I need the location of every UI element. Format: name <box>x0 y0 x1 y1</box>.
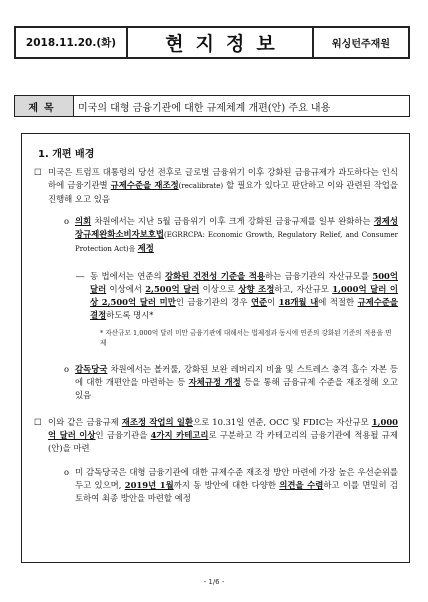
report-title: 현지정보 <box>165 33 287 55</box>
report-date: 2018.11.20.(화) <box>16 28 128 57</box>
circle-bullet-icon: o <box>64 467 70 477</box>
checkbox-bullet-icon: ☐ <box>34 167 42 177</box>
section-heading: 1. 개편 배경 <box>38 149 95 160</box>
paragraph-recalibration: 이와 같은 금융규제 재조정 작업의 일환으로 10.31일 연준, OCC 및 FDIC는 자산규모 1,000억 달러 이상인 금융기관을 4가지 카테고리로 구분하고 각 카테고리의 금융기관에 적용될 규제(안)을 마련 <box>48 417 398 453</box>
paragraph-timeline: 미 감독당국은 대형 금융기관에 대한 규제수준 재조정 방안 마련에 가장 높은 우선순위를 두고 있으며, 2019년 1월까지 동 방안에 대한 다양한 의견을 수렴하고 이를 면밀히 검토하여 최종 방안을 마련할 예정 <box>75 467 399 503</box>
footnote: * 자산규모 1,000억 달러 미만 금융기관에 대해서는 법제정과 동시에 연준의 강화된 기준의 적용을 면제 <box>100 329 392 347</box>
subject-bar <box>14 95 410 117</box>
paragraph-congress: 의회 차원에서는 지난 5월 금융위기 이후 크게 강화된 금융규제를 일부 완화하는 경제성장규제완화소비자보호법(EGRRCPA: Economic Growth, Regulatory Relief, and Consumer Protection Act)을 제정 <box>75 216 398 253</box>
paragraph-regulators: 감독당국 차원에서는 볼커룰, 강화된 보완 레버리지 비율 및 스트레스 충격 흡수 자본 등에 대한 개편안을 마련하는 등 자체규정 개정 등을 통해 금융규제 수준을 재조정해 오고 있음 <box>75 364 398 400</box>
subject-label: 제목 <box>15 96 74 116</box>
circle-bullet-icon: o <box>64 364 70 374</box>
dash-bullet-icon: ― <box>76 271 85 281</box>
page-number: - 1/6 - <box>203 578 225 586</box>
header-bar <box>14 26 410 59</box>
emphasis: 규제수준을 재조정 <box>110 180 179 190</box>
paragraph-background: 미국은 트럼프 대통령의 당선 전후로 글로벌 금융위기 이후 강화된 금융규제가 과도하다는 인식하에 금융기관별 규제수준을 재조정(recalibrate) 할 필요가 있다고 판단하고 이와 관련된 작업을 진행해 오고 있음 <box>48 167 398 204</box>
circle-bullet-icon: o <box>64 216 70 226</box>
paragraph-law-detail: 동 법에서는 연준의 강화된 건전성 기준을 적용하는 금융기관의 자산규모를 500억 달러 이상에서 2,500억 달러 이상으로 상향 조정하고, 자산규모 1,000억 달러 이상 2,500억 달러 미만인 금융기관의 경우 연준이 18개월 내에 적절한 규제수준을 결정하도록 명시* <box>90 271 399 320</box>
checkbox-bullet-icon: ☐ <box>34 417 42 427</box>
subject-text: 미국의 대형 금융기관에 대한 규제체계 개편(안) 주요 내용 <box>78 102 331 114</box>
report-organization: 워싱턴주재원 <box>312 28 408 57</box>
